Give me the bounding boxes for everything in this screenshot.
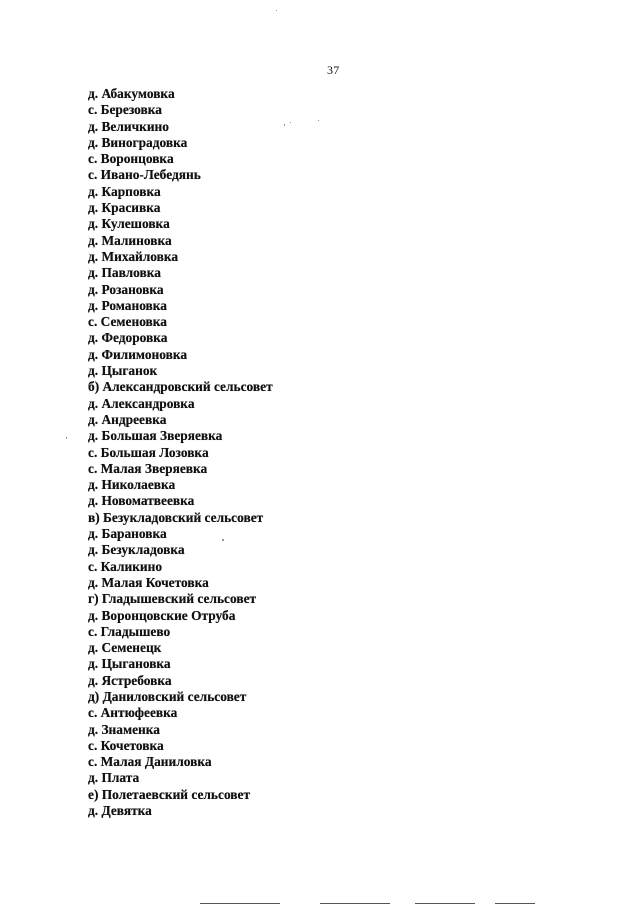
list-item: д. Безукладовка [88, 542, 185, 558]
list-item: д. Кулешовка [88, 216, 170, 232]
list-item: д. Малиновка [88, 232, 172, 248]
section-heading: в) Безукладовский сельсовет [88, 509, 264, 525]
list-item: д. Новоматвеевка [88, 493, 195, 509]
list-item: д. Большая Зверяевка [88, 428, 223, 444]
list-item: д. Карповка [88, 183, 161, 199]
list-item: д. Александровка [88, 395, 195, 411]
settlement-list [88, 86, 273, 819]
scan-speck [290, 122, 291, 123]
scan-speck [222, 539, 224, 541]
scan-speck [276, 10, 277, 11]
list-item: д. Цыганок [88, 363, 158, 379]
section-heading: д) Даниловский сельсовет [88, 688, 247, 704]
list-item: с. Гладышево [88, 623, 171, 639]
list-item: с. Малая Зверяевка [88, 460, 208, 476]
list-item: д. Ястребовка [88, 672, 172, 688]
list-item: с. Семеновка [88, 314, 167, 330]
list-item: д. Величкино [88, 118, 169, 134]
list-item: д. Плата [88, 770, 140, 786]
scan-edge-line [415, 903, 475, 904]
list-item: д. Виноградовка [88, 134, 188, 150]
page-number: 37 [327, 63, 340, 77]
list-item: д. Николаевка [88, 477, 176, 493]
list-item: с. Ивано-Лебедянь [88, 167, 201, 183]
list-item: с. Кочетовка [88, 737, 164, 753]
list-item: д. Семенецк [88, 640, 162, 656]
list-item: д. Павловка [88, 265, 161, 281]
section-heading: г) Гладышевский сельсовет [88, 591, 257, 607]
list-item: д. Филимоновка [88, 346, 188, 362]
list-item: д. Воронцовские Отруба [88, 607, 236, 623]
scan-edge-line [320, 903, 390, 904]
list-item: д. Романовка [88, 297, 167, 313]
section-heading: б) Александровский сельсовет [88, 379, 273, 395]
scan-speck [66, 437, 67, 439]
list-item: д. Знаменка [88, 721, 160, 737]
list-item: д. Красивка [88, 200, 161, 216]
list-item: д. Абакумовка [88, 86, 175, 101]
list-item: с. Антюфеевка [88, 705, 178, 721]
list-item: с. Воронцовка [88, 151, 174, 167]
list-item: д. Малая Кочетовка [88, 574, 209, 590]
list-item: с. Каликино [88, 558, 163, 574]
list-item: д. Цыгановка [88, 656, 171, 672]
scan-edge-line [200, 903, 280, 904]
list-item: д. Михайловка [88, 248, 179, 264]
list-item: с. Березовка [88, 102, 162, 118]
list-item: д. Девятка [88, 803, 152, 819]
scan-speck [284, 124, 285, 126]
scan-edge-line [495, 903, 535, 904]
list-item: с. Малая Даниловка [88, 754, 212, 770]
section-heading: е) Полетаевский сельсовет [88, 786, 251, 802]
list-item: с. Большая Лозовка [88, 444, 209, 460]
list-item: д. Розановка [88, 281, 164, 297]
scan-speck [318, 120, 319, 121]
list-item: д. Федоровка [88, 330, 168, 346]
list-item: д. Барановка [88, 526, 167, 542]
list-item: д. Андреевка [88, 411, 167, 427]
